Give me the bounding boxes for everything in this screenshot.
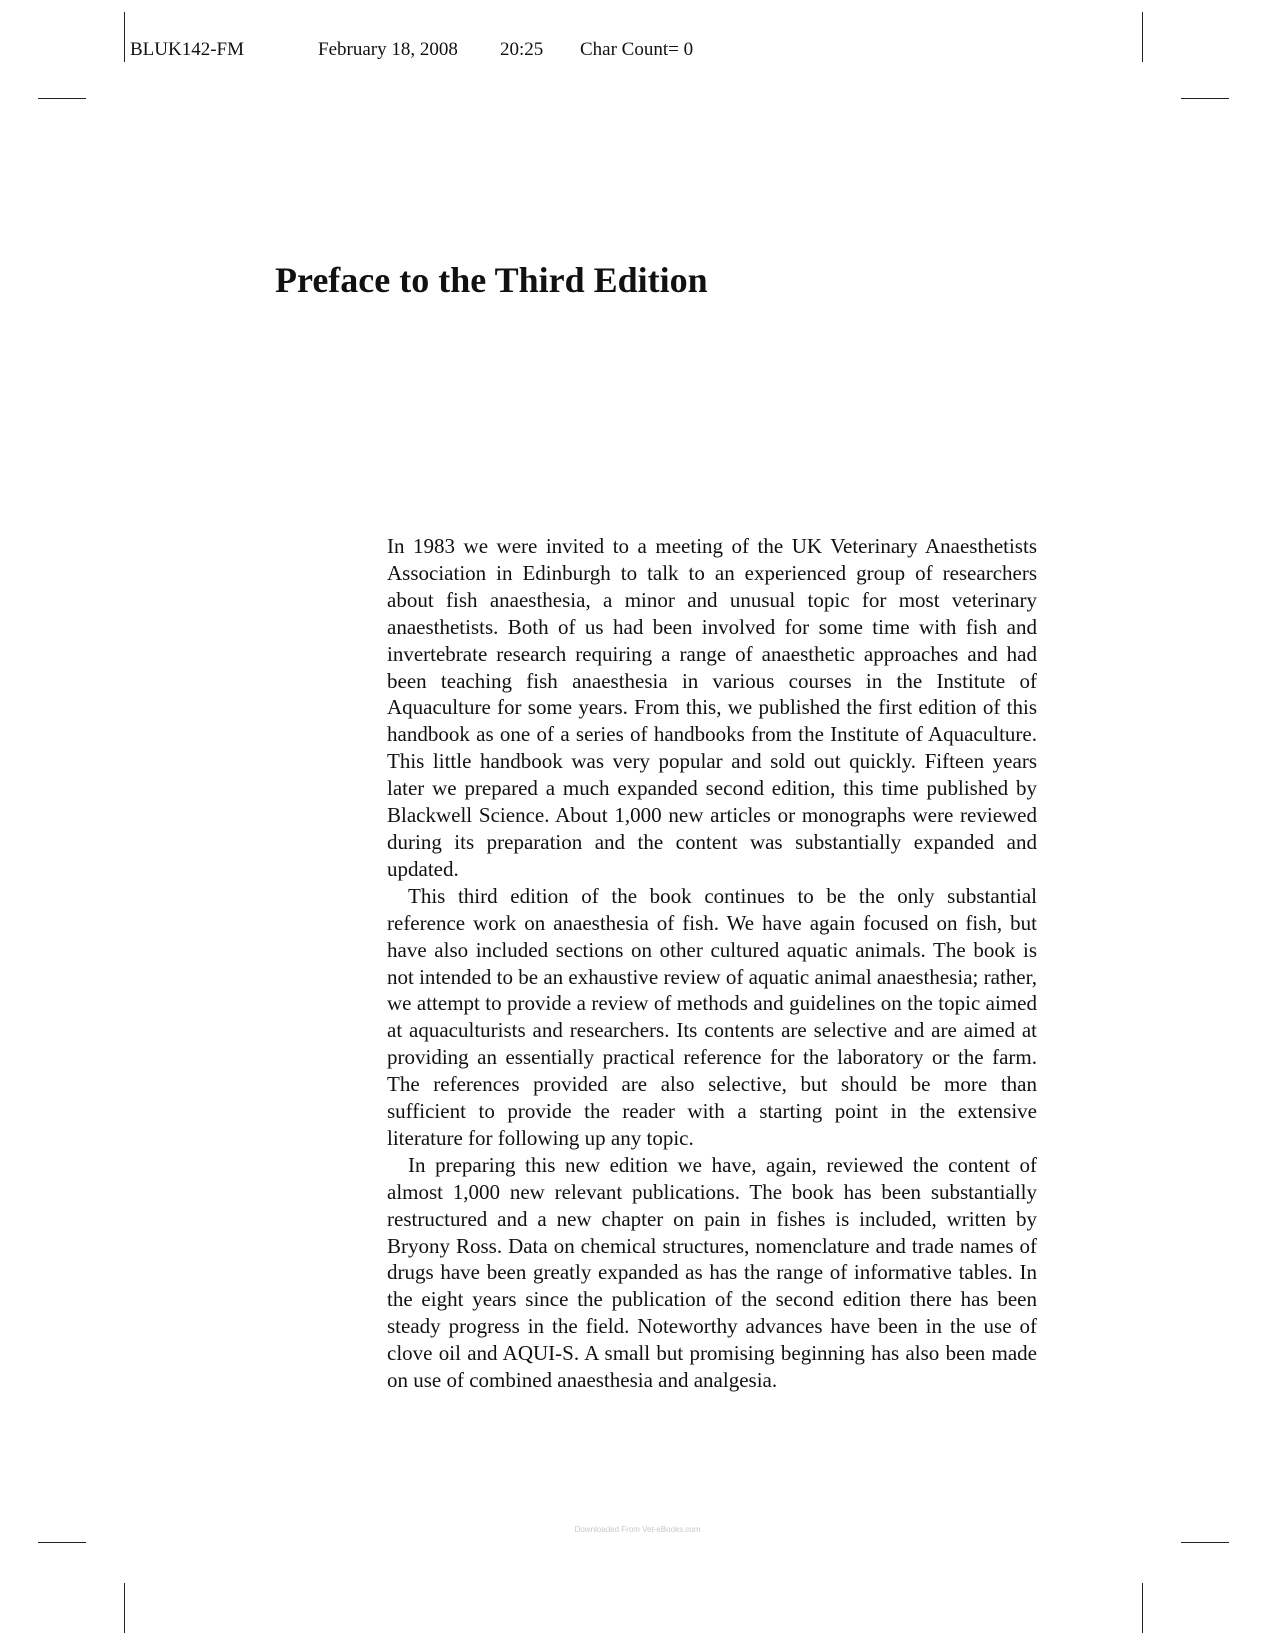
paragraph-3: In preparing this new edition we have, again, reviewed the content of almost 1,000 new relevant publications. The book has been substantially restructured and a new chapter on pain in fishes is included, written by Bryony Ross. Data on chemical structures, nomenclature and trade names of drugs have been greatly expanded as has the range of informative tables. In the eight years since the publication of the second edition there has been steady progress in the field. Noteworthy advances have been in the use of clove oil and AQUI-S. A small but promising beginning has also been made on use of combined anaesthesia and analgesia. xyxy=(387,1152,1037,1393)
print-date: February 18, 2008 xyxy=(318,39,458,60)
crop-mark-top-left-vertical xyxy=(124,12,125,62)
page-title: Preface to the Third Edition xyxy=(275,260,708,300)
crop-mark-bottom-left-horizontal xyxy=(38,1542,86,1543)
char-count: Char Count= 0 xyxy=(580,39,694,60)
paragraph-1: In 1983 we were invited to a meeting of the UK Veterinary Anaesthetists Association in Edinburgh to talk to an experienced group of researchers about fish anaesthesia, a minor and unusual topic for most veterinary anaesthetists. Both of us had been involved for some time with fish and invertebrate research requiring a range of anaesthetic approaches and had been teaching fish anaesthesia in various courses in the Institute of Aquaculture for some years. From this, we published the first edition of this handbook as one of a series of handbooks from the Institute of Aquaculture. This little handbook was very popular and sold out quickly. Fifteen years later we prepared a much expanded second edition, this time published by Blackwell Science. About 1,000 new articles or monographs were reviewed during its preparation and the content was substantially expanded and updated. xyxy=(387,534,1037,881)
download-watermark: Downloaded From Vet-eBooks.com xyxy=(574,1525,701,1534)
crop-mark-top-right-vertical xyxy=(1142,12,1143,62)
paragraph-2: This third edition of the book continues to be the only substantial reference work on anaesthesia of fish. We have again focused on fish, but have also included sections on other cultured aquatic animals. The book is not intended to be an exhaustive review of aquatic animal anaesthesia; rather, we attempt to provide a review of methods and guidelines on the topic aimed at aquaculturists and researchers. Its contents are selective and are aimed at providing an essentially practical reference for the laboratory or the farm. The references provided are also selective, but should be more than sufficient to provide the reader with a starting point in the extensive literature for following up any topic. xyxy=(387,883,1037,1150)
crop-mark-bottom-left-vertical xyxy=(124,1583,125,1633)
preface-body xyxy=(387,533,1037,1394)
file-code: BLUK142-FM xyxy=(130,39,245,60)
crop-mark-bottom-right-horizontal xyxy=(1181,1542,1229,1543)
crop-mark-top-right-horizontal xyxy=(1181,98,1229,99)
crop-mark-bottom-right-vertical xyxy=(1142,1583,1143,1633)
print-time: 20:25 xyxy=(500,39,544,60)
crop-mark-top-left-horizontal xyxy=(38,98,86,99)
